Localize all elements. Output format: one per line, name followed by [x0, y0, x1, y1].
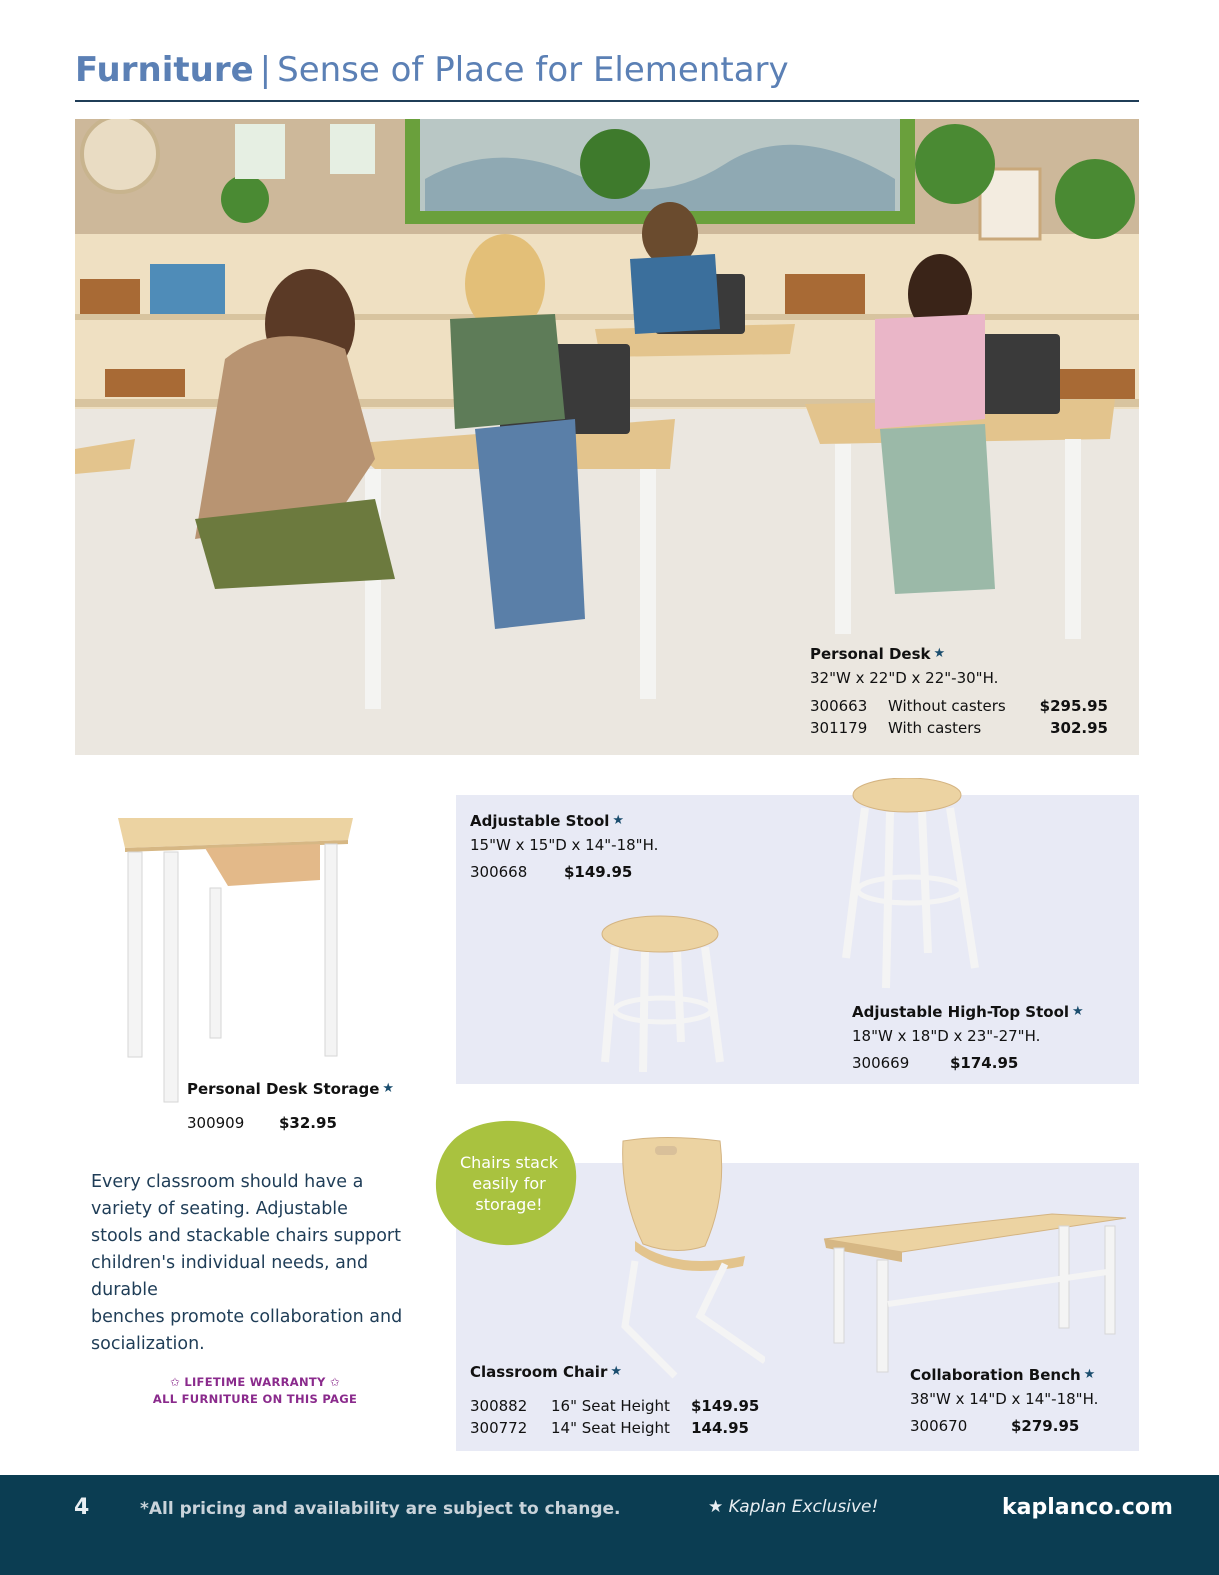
price: $149.95: [691, 1397, 760, 1415]
blurb-line: socialization.: [91, 1334, 205, 1354]
desk-storage-title: Personal Desk Storage: [187, 1080, 380, 1098]
star-icon: ★: [612, 813, 625, 828]
personal-desk-spec: [810, 645, 1110, 737]
personal-desk-storage-image: [110, 808, 360, 1108]
blurb-line: variety of seating. Adjustable: [91, 1199, 348, 1219]
classroom-photo: [75, 119, 1139, 755]
adjustable-stool-title: Adjustable Stool: [470, 812, 610, 830]
page-header: [75, 50, 1139, 102]
classroom-chair-spec: [470, 1363, 760, 1437]
badge-line: Chairs stack: [459, 1153, 559, 1172]
bench-title: Collaboration Bench: [910, 1366, 1081, 1384]
adjustable-stool-spec: [470, 812, 658, 881]
table-row: [470, 1419, 760, 1437]
collaboration-bench-image: [822, 1204, 1132, 1374]
page-title: Sense of Place for Elementary: [277, 50, 789, 90]
warranty-subtitle: ALL FURNITURE ON THIS PAGE: [152, 1392, 358, 1406]
table-row: [810, 697, 1110, 715]
star-icon: ★: [1083, 1367, 1096, 1382]
price: $174.95: [950, 1054, 1019, 1072]
star-icon: ★: [933, 646, 946, 661]
price: $149.95: [564, 863, 633, 881]
intro-blurb: [91, 1169, 421, 1358]
star-icon: ★: [610, 1364, 622, 1379]
badge-line: easily for: [472, 1174, 546, 1193]
hightop-stool-dims: 18"W x 18"D x 23"-27"H.: [852, 1027, 1041, 1045]
classroom-chair-title: Classroom Chair: [470, 1363, 608, 1381]
table-row: [810, 719, 1110, 737]
table-row: [470, 1397, 760, 1415]
desk-storage-spec: [187, 1080, 394, 1132]
pricing-disclaimer: *All pricing and availability are subject to change.: [140, 1499, 621, 1519]
price: 144.95: [691, 1419, 749, 1437]
blurb-line: benches promote collaboration and: [91, 1307, 403, 1327]
price: $32.95: [279, 1114, 337, 1132]
page-footer: [0, 1475, 1219, 1575]
sku: 300772: [470, 1419, 528, 1437]
blurb-line: stools and stackable chairs support: [91, 1226, 401, 1246]
hightop-stool-spec: [852, 1003, 1084, 1072]
price: 302.95: [1050, 719, 1108, 737]
sku: 300669: [852, 1054, 910, 1072]
option: 16" Seat Height: [551, 1397, 670, 1415]
sku: 300668: [470, 863, 528, 881]
personal-desk-title: Personal Desk: [810, 645, 931, 663]
header-separator: |: [259, 50, 272, 90]
star-outline-icon: ✩: [170, 1375, 181, 1389]
page-number: 4: [74, 1495, 90, 1520]
bench-spec: [910, 1366, 1098, 1435]
adjustable-stool-dims: 15"W x 15"D x 14"-18"H.: [470, 836, 659, 854]
bench-dims: 38"W x 14"D x 14"-18"H.: [910, 1390, 1099, 1408]
page-category: Furniture: [75, 50, 254, 90]
sku: 300663: [810, 697, 868, 715]
warranty-title: LIFETIME WARRANTY: [184, 1375, 326, 1389]
sku: 300909: [187, 1114, 245, 1132]
star-icon: ★: [708, 1497, 724, 1517]
kaplan-exclusive-label: Kaplan Exclusive!: [728, 1497, 879, 1517]
hightop-stool-image: [840, 778, 985, 993]
option: Without casters: [888, 697, 1006, 715]
badge-line: storage!: [475, 1195, 543, 1214]
sku: 300882: [470, 1397, 528, 1415]
price: $279.95: [1011, 1417, 1080, 1435]
adjustable-stool-image: [595, 912, 735, 1072]
blurb-line: Every classroom should have a: [91, 1172, 364, 1192]
sku: 300670: [910, 1417, 968, 1435]
classroom-chair-image: [605, 1136, 765, 1381]
star-icon: ★: [382, 1081, 395, 1096]
star-outline-icon: ✩: [329, 1375, 340, 1389]
website-link[interactable]: kaplanco.com: [1002, 1495, 1173, 1520]
sku: 301179: [810, 719, 868, 737]
warranty-note: [130, 1374, 380, 1408]
personal-desk-dims: 32"W x 22"D x 22"-30"H.: [810, 669, 999, 687]
option: With casters: [888, 719, 982, 737]
chairs-stack-badge: [440, 1152, 578, 1215]
price: $295.95: [1039, 697, 1108, 715]
star-icon: ★: [1072, 1004, 1084, 1019]
option: 14" Seat Height: [551, 1419, 670, 1437]
hightop-stool-title: Adjustable High-Top Stool: [852, 1003, 1070, 1021]
blurb-line: children's individual needs, and durable: [91, 1253, 369, 1300]
